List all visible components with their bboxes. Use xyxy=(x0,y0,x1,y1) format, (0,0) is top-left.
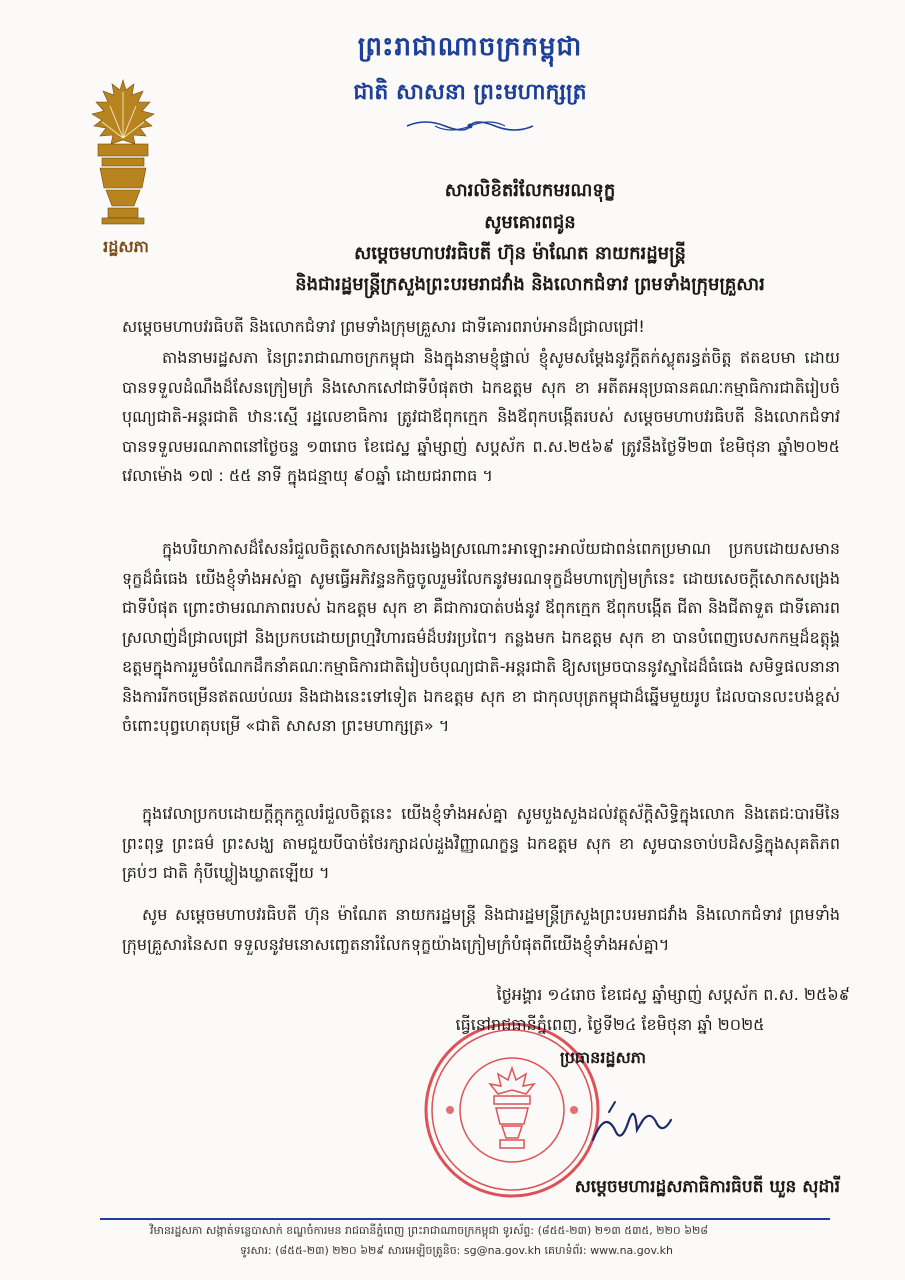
addressee-line-2: និងជារដ្ឋមន្ត្រីក្រសួងព្រះបរមរាជវាំង និងលោកជំទាវ ព្រមទាំងក្រុមគ្រួសារ xyxy=(295,274,765,295)
addressee-line-1: សម្តេចមហាបវរធិបតី ហ៊ុន ម៉ាណែត នាយករដ្ឋមន្ត្រី xyxy=(354,243,686,264)
paragraph-4: សូម សម្តេចមហាបវរធិបតី ហ៊ុន ម៉ាណែត នាយករដ្ឋមន្ត្រី និងជារដ្ឋមន្ត្រីក្រសួងព្រះបរមរាជវាំង និងលោកជំទាវ ព្រមទាំងក្រុមគ្រួសារនៃសព ទទួលនូវមនោសញ្ចេតនារំលែកទុក្ខយ៉ាងក្រៀមក្រំបំផុតពីយើងខ្ញុំទាំងអស់គ្នា។ xyxy=(122,905,840,954)
kingdom-title: ព្រះរាជាណាចក្រកម្ពុជា xyxy=(357,32,583,62)
signer-title: ប្រធានរដ្ឋសភា xyxy=(560,1048,647,1067)
footer-divider xyxy=(100,1218,830,1220)
paragraph-1: តាងនាមរដ្ឋសភា នៃព្រះរាជាណាចក្រកម្ពុជា និងក្នុងនាមខ្ញុំផ្ទាល់ ខ្ញុំសូមសម្តែងនូវក្តីតក់ស្លុតរន្ធត់ចិត្ត ឥតឧបមា ដោយបានទទួលដំណឹងដ៏សែនក្រៀមក្រំ និងសោកសៅជាទីបំផុតថា ឯកឧត្តម សុក ខា អតីតអនុប្រធានគណៈកម្មាធិការជាតិរៀបចំបុណ្យជាតិ-អន្តរជាតិ ឋានៈស្មើ រដ្ឋលេខាធិការ ត្រូវជាឪពុកក្មេក និងឪពុកបង្កើតរបស់ សម្តេចមហាបវរធិបតី និងលោកជំទាវ បានទទួលមរណភាពនៅថ្ងៃចន្ទ ១៣រោច ខែជេស្ឋ ឆ្នាំម្សាញ់ សប្តស័ក ព.ស.២៥៦៩ ត្រូវនឹងថ្ងៃទី២៣ ខែមិថុនា ឆ្នាំ២០២៥ វេលាម៉ោង ១៧ : ៥៥ នាទី ក្នុងជន្មាយុ ៩០ឆ្នាំ ដោយជរាពាធ ។ xyxy=(122,348,840,485)
letter-title: សារលិខិតរំលែកមរណទុក្ខ xyxy=(444,180,616,201)
national-motto: ជាតិ សាសនា ព្រះមហាក្សត្រ xyxy=(353,79,587,105)
ornament-divider-icon xyxy=(405,118,535,134)
signer-name: សម្តេចមហារដ្ឋសភាធិការធិបតី ឃួន សុដារី xyxy=(574,1177,840,1197)
footer-contact: ទូរសារ: (៨៥៥-២៣) ២២០ ៦២៩ សារអេឡិចត្រូនិច: sg@na.gov.kh គេហទំព័រ: www.na.gov.kh xyxy=(240,1244,674,1257)
lunar-date: ថ្ងៃអង្គារ ១៤រោច ខែជេស្ឋ ឆ្នាំម្សាញ់ សប្តស័ក ព.ស. ២៥៦៩ xyxy=(496,985,850,1004)
addressee-intro: សូមគោរពជូន xyxy=(484,212,576,233)
paragraph-2: ក្នុងបរិយាកាសដ៏សែនរំជួលចិត្តសោកសង្រេងរង្វេងស្រណោះអាឡោះអាល័យជាពន់ពេកប្រមាណ ប្រកបដោយសមានទុក្ខដ៏ធំធេង យើងខ្ញុំទាំងអស់គ្នា សូមធ្វើអភិវន្ទនកិច្ចចូលរួមរំលែកនូវមរណទុក្ខដ៏មហាក្រៀមក្រំនេះ ដោយសេចក្តីសោកសង្រេងជាទីបំផុត ព្រោះថាមរណភាពរបស់ ឯកឧត្តម សុក ខា គឺជាការបាត់បង់នូវ ឪពុកក្មេក ឪពុកបង្កើត ជីតា និងជីតាទួត ជាទីគោរពស្រលាញ់ដ៏ជ្រាលជ្រៅ និងប្រកបដោយព្រហ្មវិហារធម៌ដ៏បវរប្រពៃ។ កន្លងមក ឯកឧត្តម សុក ខា បានបំពេញបេសកកម្មដ៏ឧត្តុង្គឧត្តមក្នុងការរួមចំណែកដឹកនាំគណៈកម្មាធិការជាតិរៀបចំបុណ្យជាតិ-អន្តរជាតិ ឱ្យសម្រេចបាននូវស្នាដៃដ៏ធំធេង សមិទ្ធផលនានា និងការរីកចម្រើនឥតឈប់ឈរ និងជាងនេះទៅទៀត ឯកឧត្តម សុក ខា ជាកុលបុត្រកម្ពុជាដ៏ឆ្នើមមួយរូប ដែលបានលះបង់ខ្ពស់ចំពោះបុព្វហេតុបម្រើ «ជាតិ សាសនា ព្រះមហាក្សត្រ» ។ xyxy=(122,539,841,735)
national-assembly-emblem-icon xyxy=(88,78,158,228)
salutation: សម្តេចមហាបវរធិបតី និងលោកជំទាវ ព្រមទាំងក្រុមគ្រួសារ ជាទីគោរពរាប់អានដ៏ជ្រាលជ្រៅ! xyxy=(122,317,645,336)
solar-date: ធ្វើនៅរាជធានីភ្នំពេញ, ថ្ងៃទី២៤ ខែមិថុនា ឆ្នាំ ២០២៥ xyxy=(455,1015,765,1034)
handwritten-signature-icon xyxy=(585,1090,675,1160)
footer-address: វិមានរដ្ឋសភា សង្កាត់ទន្លេបាសាក់ ខណ្ឌចំការមន រាជធានីភ្នំពេញ ព្រះរាជាណាចក្រកម្ពុជា ទូរស័ព្ទ: (៨៥៥-២៣) ២១៣ ៥៣៥, ២២០ ៦២៨ xyxy=(150,1224,709,1237)
institution-label: រដ្ឋសភា xyxy=(103,237,149,256)
paragraph-3: ក្នុងវេលាប្រកបដោយក្តីក្តុកក្តួលរំជួលចិត្តនេះ យើងខ្ញុំទាំងអស់គ្នា សូមបួងសួងដល់វត្ថុស័ក្តិសិទ្ធិក្នុងលោក និងតេជៈបារមីនៃព្រះពុទ្ធ ព្រះធម៌ ព្រះសង្ឃ តាមជួយបីបាច់ថែរក្សាដល់ដួងវិញ្ញាណក្ខន្ធ ឯកឧត្តម សុក ខា សូមបានចាប់បដិសន្ធិក្នុងសុគតិភពគ្រប់ៗ ជាតិ កុំបីឃ្លៀងឃ្លាតឡើយ ។ xyxy=(122,804,840,882)
